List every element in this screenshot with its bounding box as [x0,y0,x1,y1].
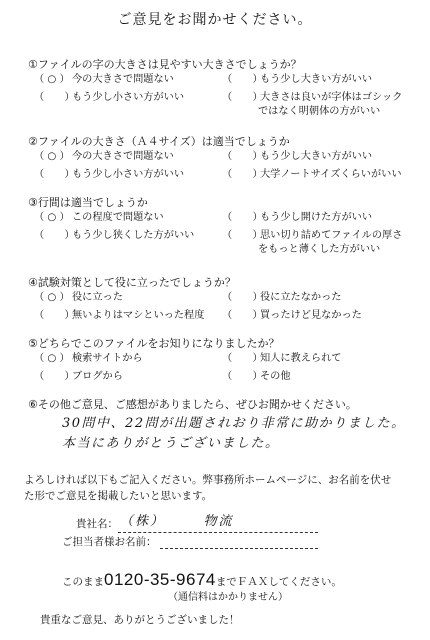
q2-option-3[interactable] [34,169,184,181]
q3-option-2-mark: （ ） [222,212,263,223]
company-name-label: 貴社名： [76,518,118,530]
q4-option-3-label: 無いよりはマシといった程度 [72,310,205,321]
q4-option-2-mark: （ ） [222,292,263,303]
question-2: ②ファイルの大きさ（Ａ４サイズ）は適当でしょうか [28,135,290,148]
fax-suffix: までＦＡＸしてください。 [215,576,342,588]
q1-option-2-label: もう少し大きい方がいい [260,74,373,85]
q5-option-4[interactable] [222,371,291,383]
q2-option-3-label: もう少し小さい方がいい [72,169,185,180]
question-5: ⑤どちらでこのファイルをお知りになりましたか？ [28,337,280,350]
q2-option-2[interactable] [222,151,372,163]
q3-option-4-line2: をもっと薄くした方がいい [258,244,381,255]
q5-option-1-label: 検索サイトから [72,353,143,364]
q2-option-4-label: 大学ノートサイズくらいがいい [260,169,402,180]
handwritten-comment-line-1[interactable]: 30問中、22問が出題されおり非常に助かりました。 [62,416,406,431]
q5-option-1-mark: （ ○ ） [34,353,70,364]
q2-option-4[interactable] [222,169,402,181]
q3-option-3[interactable] [34,230,194,242]
question-3: ③行間は適当でしょうか [28,196,148,209]
q4-option-3-mark: （ ） [34,310,75,321]
company-name-underline [118,532,318,533]
q1-option-1[interactable] [34,74,174,86]
publish-notice-line-2: た形でご意見を掲載したいと思います。 [24,490,213,502]
q2-option-4-mark: （ ） [222,169,263,180]
q5-option-2-mark: （ ） [222,353,263,364]
q4-option-2[interactable] [222,292,342,304]
q1-option-4-mark: （ ） [222,92,263,103]
publish-notice-line-1: よろしければ以下もご記入ください。弊事務所ホームページに、お名前を伏せ [24,474,392,486]
q3-option-4-mark: （ ） [222,230,263,241]
q5-option-2[interactable] [222,353,342,365]
fax-free-note: （通信料はかかりません） [168,592,288,603]
form-title: ご意見をお聞かせください。 [117,12,313,28]
q2-option-1[interactable] [34,151,174,163]
q1-option-4[interactable] [222,92,402,104]
q4-option-3[interactable] [34,310,204,322]
q1-option-2-mark: （ ） [222,74,263,85]
q5-option-3-mark: （ ） [34,371,75,382]
q5-option-2-label: 知人に教えられて [260,353,342,364]
q3-option-1-label: この程度で問題ない [72,212,164,223]
handwritten-comment-line-2[interactable]: 本当にありがとうございました。 [62,436,280,451]
q1-option-3-mark: （ ） [34,92,75,103]
fax-instruction [62,570,342,590]
q2-option-1-mark: （ ○ ） [34,151,70,162]
q5-option-1[interactable] [34,353,143,365]
q2-option-1-label: 今の大きさで問題ない [72,151,174,162]
q1-option-2[interactable] [222,74,372,86]
q4-option-1-label: 役に立った [72,292,123,303]
q2-option-2-label: もう少し大きい方がいい [260,151,373,162]
question-1: ①ファイルの字の大きさは見やすい大きさでしょうか？ [28,58,302,71]
question-4: ④試験対策として役に立ったでしょうか？ [28,276,236,289]
question-6: ⑥その他ご意見、ご感想がありましたら、ぜひお聞かせください。 [28,398,357,411]
q1-option-3-label: もう少し小さい方がいい [72,92,185,103]
fax-number: 0120-35-9674 [104,570,216,589]
q4-option-2-label: 役に立たなかった [260,292,342,303]
q3-option-1[interactable] [34,212,164,224]
fax-prefix: このまま [62,576,104,588]
company-name-field[interactable]: （株） 物流 [120,514,234,529]
contact-name-label: ご担当者様お名前： [62,536,157,548]
q4-option-4-mark: （ ） [222,310,263,321]
q2-option-3-mark: （ ） [34,169,75,180]
q1-option-4-line2: ではなく明朝体の方がいい [258,106,381,117]
q3-option-4[interactable] [222,230,402,242]
q3-option-3-label: もう少し狭くした方がいい [72,230,195,241]
q5-option-4-label: その他 [260,371,291,382]
q4-option-1[interactable] [34,292,123,304]
q3-option-4-label: 思い切り詰めてファイルの厚さ [260,230,403,241]
closing-message: 貴重なご意見、ありがとうございました！ [40,614,240,626]
q3-option-1-mark: （ ○ ） [34,212,70,223]
contact-name-field[interactable] [160,548,318,549]
q5-option-3-label: ブログから [72,371,123,382]
q5-option-3[interactable] [34,371,123,383]
q4-option-1-mark: （ ○ ） [34,292,70,303]
q1-option-3[interactable] [34,92,184,104]
q4-option-4[interactable] [222,310,362,322]
q3-option-3-mark: （ ） [34,230,75,241]
q1-option-1-label: 今の大きさで問題ない [72,74,174,85]
q3-option-2[interactable] [222,212,372,224]
q4-option-4-label: 買ったけど見なかった [260,310,362,321]
q1-option-1-mark: （ ○ ） [34,74,70,85]
q3-option-2-label: もう少し開けた方がいい [260,212,373,223]
q5-option-4-mark: （ ） [222,371,263,382]
q1-option-4-label: 大きさは良いが字体はゴシック [260,92,403,103]
q2-option-2-mark: （ ） [222,151,263,162]
